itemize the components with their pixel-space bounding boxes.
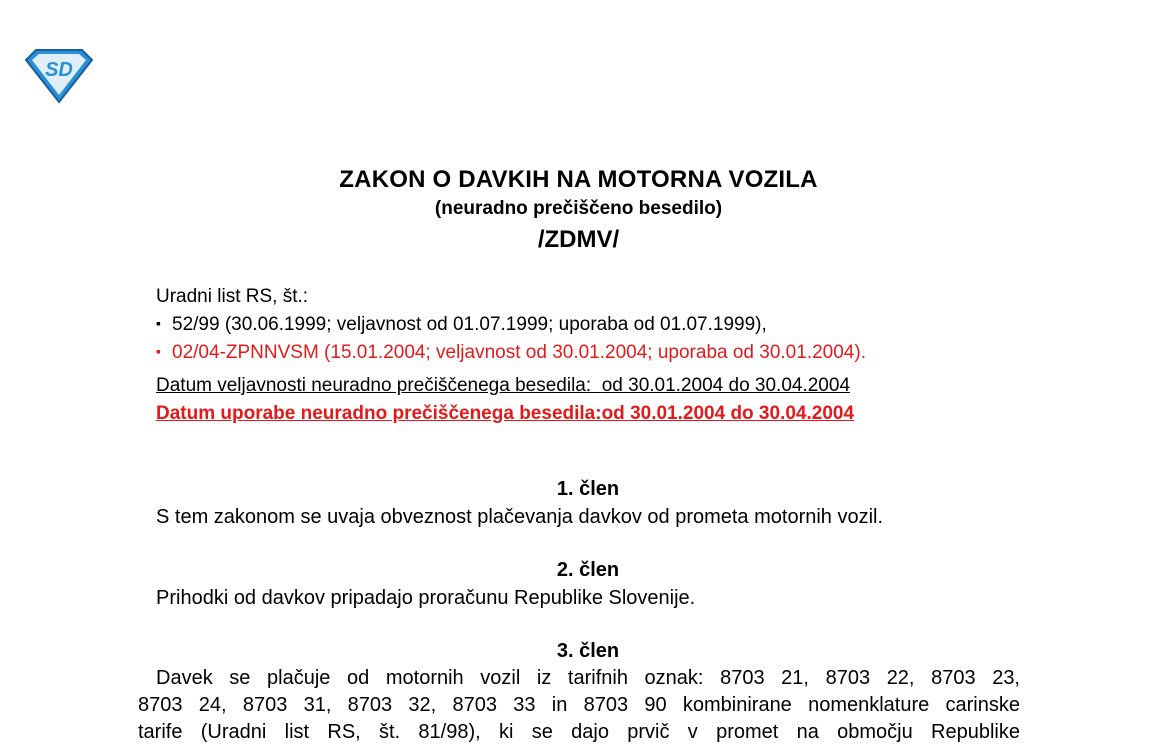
validity-dates bbox=[156, 372, 854, 428]
document-subtitle: (neuradno prečiščeno besedilo) bbox=[434, 198, 723, 219]
article-line: Davek se plačuje od motornih vozil iz tarifnih oznak: 8703 21, 8703 22, 8703 23, bbox=[156, 667, 1020, 689]
article-paragraph bbox=[138, 665, 1020, 746]
article-line: tarife (Uradni list RS, št. 81/98), ki se dajo prvič v promet na območju Republike bbox=[138, 721, 1020, 743]
gazette-entry-amendment: ▪ 02/04-ZPNNVSM (15.01.2004; veljavnost od 30.01.2004; uporaba od 30.01.2004). bbox=[156, 338, 866, 366]
article-text: Prihodki od davkov pripadajo proračunu Republike Slovenije. bbox=[156, 587, 696, 609]
svg-text:SD: SD bbox=[45, 59, 73, 81]
application-row bbox=[156, 400, 854, 428]
validity-label: Datum veljavnosti neuradno prečiščenega besedila: bbox=[156, 375, 592, 396]
article-line: 8703 24, 8703 31, 8703 32, 8703 33 in 8703 90 kombinirane nomenklature carinske bbox=[138, 694, 1020, 716]
validity-row bbox=[156, 372, 854, 400]
application-label: Datum uporabe neuradno prečiščenega besedila: bbox=[156, 403, 602, 424]
publisher-logo-icon bbox=[22, 46, 96, 104]
document-abbreviation: /ZDMV/ bbox=[537, 226, 620, 253]
gazette-list bbox=[156, 310, 866, 366]
validity-value: od 30.01.2004 do 30.04.2004 bbox=[601, 375, 851, 396]
article-heading: 2. člen bbox=[556, 559, 620, 581]
gazette-label: Uradni list RS, št.: bbox=[156, 286, 309, 307]
article-heading: 1. člen bbox=[556, 478, 620, 500]
application-value: od 30.01.2004 do 30.04.2004 bbox=[601, 403, 855, 424]
article-text: S tem zakonom se uvaja obveznost plačevanja davkov od prometa motornih vozil. bbox=[156, 506, 884, 528]
document-title: ZAKON O DAVKIH NA MOTORNA VOZILA bbox=[339, 166, 818, 193]
gazette-sources bbox=[156, 284, 866, 366]
article-heading: 3. člen bbox=[556, 640, 620, 662]
gazette-entry: ▪ 52/99 (30.06.1999; veljavnost od 01.07.1999; uporaba od 01.07.1999), bbox=[156, 310, 866, 338]
